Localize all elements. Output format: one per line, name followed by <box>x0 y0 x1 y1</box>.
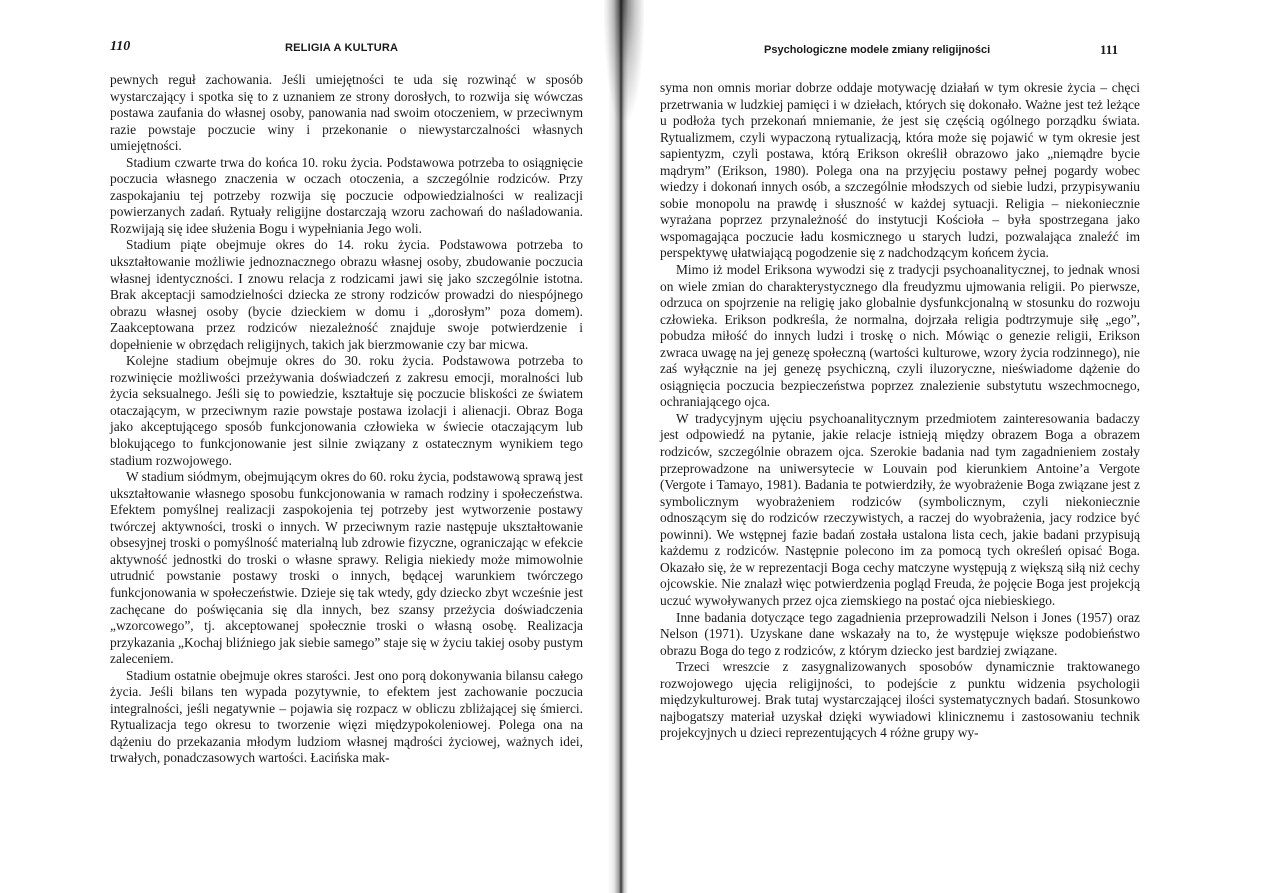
right-page-body <box>660 80 1140 742</box>
right-paragraph-4: Inne badania dotyczące tego zagadnienia przeprowadzili Nelson i Jones (1957) oraz Nelson (1971). Uzyskane dane wskazały na to, że występuje większe podobieństwo obrazu Boga do tego z rodziców, z którym dziecko jest bardziej związane. <box>660 609 1140 658</box>
left-paragraph-6: Stadium ostatnie obejmuje okres starości. Jest ono porą dokonywania bilansu całego życia. Jeśli bilans ten wypada pozytywnie, to efektem jest zachowanie poczucia integralności, jeśli negatywnie – pojawia się rozpacz w obliczu zbliżającej się śmierci. Rytualizacja tego okresu to tworzenie więzi międzypokoleniowej. Polega ona na dążeniu do przekazania młodym ludziom własnej mądrości życiowej, ważnych idei, trwałych, ponadczasowych wartości. Łacińska mak- <box>110 667 583 766</box>
right-paragraph-1: syma non omnis moriar dobrze oddaje motywację działań w tym okresie życia – chęci przetrwania w ludzkiej pamięci i w dziełach, których się dokonało. Ważne jest też leżące u podłoża tych przekonań mniemanie, że jest się częścią ogólnego porządku świata. Rytualizmem, czyli wypaczoną rytualizacją, która może się pojawić w tym okresie jest sapientyzm, czyli postawa, którą Erikson określił obrazowo jako „niemądre bycie mądrym” (Erikson, 1980). Polega ona na przyjęciu postawy pełnej pogardy wobec wiedzy i dokonań innych osób, a szczególnie młodszych od siebie ludzi, przypisywaniu sobie monopolu na prawdę i słuszność w każdej sytuacji. Religia – niekoniecznie wyrażana poprzez przynależność do instytucji Kościoła – była spostrzegana jako wspomagająca poczucie ładu kosmicznego u starych ludzi, pozwalająca znaleźć im perspektywę ułatwiającą pogodzenie się z nadchodzącym końcem życia. <box>660 80 1140 261</box>
left-page <box>0 0 615 893</box>
right-paragraph-2: Mimo iż model Eriksona wywodzi się z tradycji psychoanalitycznej, to jednak wnosi on wiele zmian do charakterystycznego dla freudyzmu ujmowania religii. Po pierwsze, odrzuca on spojrzenie na religię jako globalnie dysfunkcjonalną w stosunku do rozwoju człowieka. Erikson podkreśla, że normalna, dojrzała religia podtrzymuje siłę „ego”, pobudza miłość do innych ludzi i troskę o nich. Mówiąc o genezie religii, Erikson zwraca uwagę na jej genezę społeczną (wartości kulturowe, wzory życia rodzinnego), nie zaś wyłącznie na jej genezę psychiczną, czyli iluzoryczne, nieświadome dążenie do osiągnięcia poczucia bezpieczeństwa poprzez znalezienie substytutu wszechmocnego, ochraniającego ojca. <box>660 262 1140 410</box>
left-paragraph-2: Stadium czwarte trwa do końca 10. roku życia. Podstawowa potrzeba to osiągnięcie poczucia własnego znaczenia w oczach otoczenia, a szczególnie rodziców. Przy zaspokajaniu tej potrzeby rozwija się poczucie odpowiedzialności w realizacji powierzanych zadań. Rytuały religijne dostarczają wzoru zachowań do naśladowania. Rozwijają się idee służenia Bogu i wypełniania Jego woli. <box>110 154 583 236</box>
left-page-number: 110 <box>110 39 131 54</box>
left-page-body <box>110 72 583 767</box>
left-page-header <box>0 39 615 64</box>
right-page-number: 111 <box>1100 42 1119 57</box>
right-paragraph-3: W tradycyjnym ujęciu psychoanalitycznym przedmiotem zainteresowania badaczy jest odpowiedź na pytanie, jakie relacje istnieją między obrazem Boga a obrazem rodziców, szczególnie obrazem ojca. Szerokie badania nad tym zagadnieniem zostały przeprowadzone na uniwersytecie w Louvain pod kierunkiem Antoine’a Vergote (Vergote i Tamayo, 1981). Badania te potwierdziły, że wyobrażenie Boga związane jest z symbolicznym wyobrażeniem rodziców (symbolicznym, czyli niekoniecznie odnoszącym się do rodziców rzeczywistych, a raczej do wyobrażenia, jacy rodzice być powinni). We wstępnej fazie badań została ustalona lista cech, jakie badani przypisują każdemu z rodziców. Następnie polecono im za pomocą tych określeń opisać Boga. Okazało się, że w reprezentacji Boga cechy matczyne występują z większą siłą niż cechy ojcowskie. Nie znalazł więc potwierdzenia pogląd Freuda, że pojęcie Boga jest projekcją uczuć wywoływanych przez ojca ziemskiego na postać ojca niebieskiego. <box>660 410 1140 608</box>
left-paragraph-3: Stadium piąte obejmuje okres do 14. roku życia. Podstawowa potrzeba to ukształtowanie możliwie jednoznacznego obrazu własnej osoby, zbudowanie poczucia własnej identyczności. I znowu relacja z rodzicami jawi się jako szczególnie istotna. Brak akceptacji samodzielności dziecka ze strony rodziców prowadzi do niespójnego obrazu własnej osoby (bycie dzieckiem w domu i „dorosłym” poza domem). Zaakceptowana przez rodziców niezależność znajduje swoje potwierdzenie i dopełnienie w obrzędach religijnych, takich jak bierzmowanie czy bar micwa. <box>110 237 583 352</box>
right-page <box>624 0 1263 893</box>
left-running-head: RELIGIA A KULTURA <box>285 42 399 54</box>
right-paragraph-5: Trzeci wreszcie z zasygnalizowanych sposobów dynamicznie traktowanego rozwojowego ujęcia religijności, to podejście z punktu widzenia psychologii międzykulturowej. Brak tutaj wystarczającej ilości systematycznych badań. Stosunkowo najbogatszy materiał uzyskał dzięki wywiadowi klinicznemu i zastosowaniu technik projekcyjnych u dzieci reprezentujących 4 różne grupy wy- <box>660 659 1140 741</box>
left-paragraph-5: W stadium siódmym, obejmującym okres do 60. roku życia, podstawową sprawą jest ukształtowanie własnego sposobu funkcjonowania w ramach rodziny i społeczeństwa. Efektem pomyślnej realizacji zaspokojenia tej potrzeby jest wytworzenie postawy twórczej aktywności, troski o innych. W przeciwnym razie następuje ukształtowanie obsesyjnej troski o pomyślność materialną lub zdrowie fizyczne, ograniczając w efekcie aktywność jednostki do troski o własne sprawy. Religia niekiedy może mimowolnie utrudnić powstanie postawy troski o innych, będącej warunkiem twórczego funkcjonowania w społeczeństwie. Dzieje się tak wtedy, gdy dziecko zbyt wcześnie jest zachęcane do poświęcania się dla innych, bez szansy przeżycia doświadczenia „wzorcowego”, tj. akceptowanej społecznie troski o własną osobę. Realizacja przykazania „Kochaj bliźniego jak siebie samego” staje się w życiu takiej osoby pustym zaleceniem. <box>110 469 583 667</box>
right-running-head: Psychologiczne modele zmiany religijności <box>764 44 991 56</box>
left-paragraph-4: Kolejne stadium obejmuje okres do 30. roku życia. Podstawowa potrzeba to rozwinięcie możliwości przeżywania doświadczeń z zakresu emocji, moralności lub życia seksualnego. Jeśli się to powiedzie, kształtuje się poczucie bliskości ze światem otaczającym, w przeciwnym razie powstaje postawa izolacji i alienacji. Obraz Boga jako akceptującego sposób funkcjonowania człowieka w świecie otaczającym lub blokującego to funkcjonowanie jest silnie związany z ostatecznym wynikiem tego stadium rozwojowego. <box>110 353 583 468</box>
left-paragraph-1: pewnych reguł zachowania. Jeśli umiejętności te uda się rozwinąć w sposób wystarczający i spotka się to z uznaniem ze strony dorosłych, to rozwija się wówczas postawa zaufania do własnej osoby, panowania nad swoim otoczeniem, w przeciwnym razie powstaje poczucie winy i przekonanie o niewystarczalności własnych umiejętności. <box>110 72 583 154</box>
right-page-header <box>624 42 1263 64</box>
